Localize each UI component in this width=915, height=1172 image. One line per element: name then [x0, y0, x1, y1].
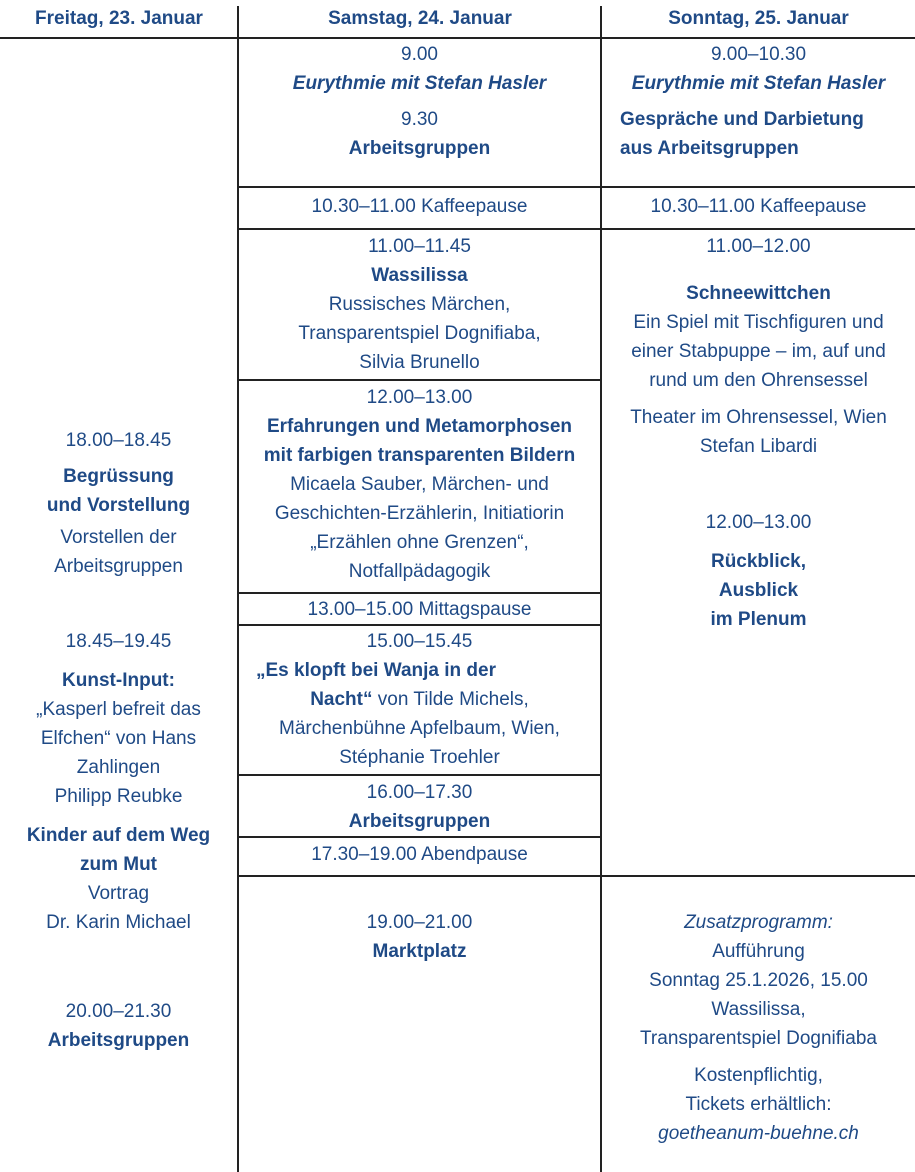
- divider-saturday-lunch-top: [237, 592, 602, 594]
- saturday-morning: [239, 40, 600, 163]
- sunday-desc-3e: Stefan Libardi: [699, 436, 818, 457]
- header-saturday: Samstag, 24. Januar: [328, 8, 512, 29]
- friday-desc-3b: Dr. Karin Michael: [46, 912, 191, 933]
- saturday-afternoon-groups: [239, 778, 600, 836]
- sunday-title-4b: Ausblick: [718, 580, 799, 601]
- friday-desc-2b: Elfchen“ von Hans: [40, 728, 197, 749]
- sunday-schneewittchen: [602, 232, 915, 634]
- sunday-time-1: 9.00–10.30: [710, 44, 807, 65]
- sunday-extra: [602, 908, 915, 1148]
- sunday-title-3: Schneewittchen: [686, 283, 831, 304]
- saturday-desc-4a: Micaela Sauber, Märchen- und: [290, 474, 549, 495]
- sunday-extra-2: Sonntag 25.1.2026, 15.00: [649, 970, 868, 991]
- friday-program: [0, 426, 237, 1055]
- friday-desc-1a: Vorstellen der: [60, 527, 177, 548]
- saturday-desc-3b: Transparentspiel Dognifiaba,: [298, 323, 541, 344]
- friday-desc-2a: „Kasperl befreit das: [36, 699, 201, 720]
- friday-desc-2c: Zahlingen: [76, 757, 161, 778]
- sunday-morning: [602, 40, 915, 163]
- saturday-time-6: 16.00–17.30: [366, 782, 473, 803]
- saturday-evening: [239, 908, 600, 966]
- friday-title-1b: und Vorstellung: [46, 495, 191, 516]
- saturday-metamorphosen: [239, 383, 600, 586]
- saturday-title-6: Arbeitsgruppen: [348, 811, 491, 832]
- friday-time-1: 18.00–18.45: [65, 430, 172, 451]
- friday-title-3a: Kinder auf dem Weg: [26, 825, 211, 846]
- saturday-coffee: 10.30–11.00 Kaffeepause: [311, 196, 528, 217]
- saturday-desc-5a: von Tilde Michels,: [372, 689, 529, 710]
- saturday-lunch: 13.00–15.00 Mittagspause: [307, 599, 532, 620]
- saturday-time-7: 19.00–21.00: [366, 912, 473, 933]
- saturday-desc-4d: Notfallpädagogik: [348, 561, 491, 582]
- saturday-desc-5c: Stéphanie Troehler: [339, 747, 500, 768]
- saturday-desc-3a: Russisches Märchen,: [328, 294, 511, 315]
- saturday-title-4b: mit farbigen transparenten Bildern: [263, 445, 576, 466]
- sunday-extra-1: Aufführung: [712, 941, 805, 962]
- sunday-coffee: 10.30–11.00 Kaffeepause: [650, 196, 867, 217]
- sunday-desc-3d: Theater im Ohrensessel, Wien: [630, 407, 887, 428]
- divider-friday-saturday: [237, 6, 239, 1172]
- sunday-extra-label: Zusatzprogramm:: [684, 912, 833, 933]
- saturday-desc-4c: „Erzählen ohne Grenzen“,: [310, 532, 529, 553]
- saturday-wanja: [239, 627, 600, 772]
- sunday-desc-3b: einer Stabpuppe – im, auf und: [631, 341, 886, 362]
- saturday-title-2: Arbeitsgruppen: [348, 138, 491, 159]
- divider-saturday-lunch-bottom: [237, 624, 602, 626]
- divider-saturday-coffee-bottom: [237, 228, 915, 230]
- friday-title-1a: Begrüssung: [63, 466, 174, 487]
- header-sunday: Sonntag, 25. Januar: [668, 8, 849, 29]
- sunday-extra-link[interactable]: goetheanum-buehne.ch: [658, 1123, 859, 1144]
- saturday-title-3: Wassilissa: [371, 265, 468, 286]
- saturday-title-5b: Nacht“: [310, 689, 373, 710]
- friday-desc-2d: Philipp Reubke: [54, 786, 183, 807]
- sunday-extra-6: Tickets erhältlich:: [685, 1094, 832, 1115]
- saturday-desc-3c: Silvia Brunello: [359, 352, 480, 373]
- saturday-time-1: 9.00: [401, 44, 438, 65]
- sunday-extra-4: Transparentspiel Dognifiaba: [640, 1028, 877, 1049]
- saturday-time-3: 11.00–11.45: [368, 236, 471, 257]
- divider-saturday-coffee-top: [237, 186, 915, 188]
- divider-saturday-1145: [237, 379, 602, 381]
- saturday-title-4a: Erfahrungen und Metamorphosen: [266, 416, 573, 437]
- saturday-time-4: 12.00–13.00: [366, 387, 473, 408]
- saturday-desc-4b: Geschichten-Erzählerin, Initiatiorin: [274, 503, 565, 524]
- sunday-time-4: 12.00–13.00: [705, 512, 812, 533]
- friday-title-4: Arbeitsgruppen: [47, 1030, 190, 1051]
- header-divider: [0, 37, 915, 39]
- header-friday: Freitag, 23. Januar: [35, 8, 203, 29]
- saturday-title-5a: „Es klopft bei Wanja in der: [256, 660, 496, 681]
- saturday-title-1: Eurythmie mit Stefan Hasler: [292, 73, 547, 94]
- sunday-extra-3: Wassilissa,: [711, 999, 806, 1020]
- friday-time-4: 20.00–21.30: [65, 1001, 172, 1022]
- saturday-wassilissa: [239, 232, 600, 377]
- divider-saturday-dinner-top: [237, 836, 602, 838]
- friday-title-2: Kunst-Input:: [62, 670, 175, 691]
- sunday-title-4c: im Plenum: [710, 609, 807, 630]
- saturday-desc-5b: Märchenbühne Apfelbaum, Wien,: [279, 718, 560, 739]
- sunday-desc-3a: Ein Spiel mit Tischfiguren und: [633, 312, 884, 333]
- saturday-dinner: 17.30–19.00 Abendpause: [311, 844, 528, 865]
- saturday-time-5: 15.00–15.45: [366, 631, 473, 652]
- sunday-title-1: Eurythmie mit Stefan Hasler: [631, 73, 886, 94]
- sunday-desc-3c: rund um den Ohrensessel: [649, 370, 868, 391]
- friday-time-2: 18.45–19.45: [65, 631, 172, 652]
- divider-evening: [237, 875, 915, 877]
- friday-desc-1b: Arbeitsgruppen: [54, 556, 183, 577]
- friday-title-3b: zum Mut: [79, 854, 158, 875]
- sunday-title-2a: Gespräche und Darbietung: [620, 109, 864, 130]
- saturday-title-7: Marktplatz: [372, 941, 467, 962]
- sunday-title-2b: aus Arbeitsgruppen: [620, 138, 799, 159]
- saturday-time-2: 9.30: [401, 109, 438, 130]
- sunday-extra-5: Kostenpflichtig,: [694, 1065, 823, 1086]
- sunday-title-4a: Rückblick,: [710, 551, 807, 572]
- sunday-time-3: 11.00–12.00: [706, 236, 811, 257]
- friday-desc-3a: Vortrag: [87, 883, 150, 904]
- divider-saturday-1545: [237, 774, 602, 776]
